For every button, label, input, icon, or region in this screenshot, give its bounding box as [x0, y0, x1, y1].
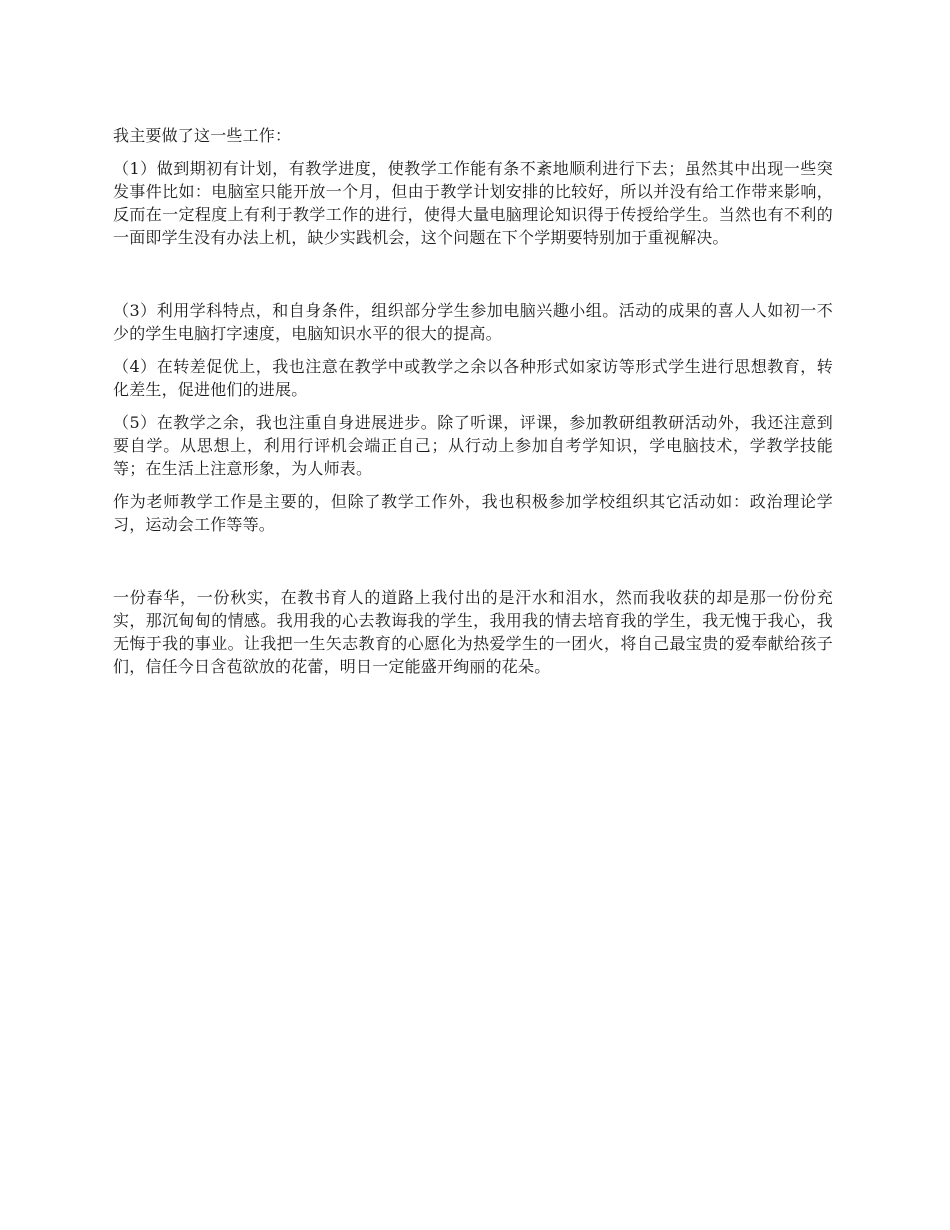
- item-4-paragraph: （4）在转差促优上，我也注意在教学中或教学之余以各种形式如家访等形式学生进行思想教育，转化差生，促进他们的进展。: [113, 357, 833, 399]
- paragraph-gap: [113, 259, 833, 299]
- other-activities-paragraph: 作为老师教学工作是主要的，但除了教学工作外，我也积极参加学校组织其它活动如：政治理论学习，运动会工作等等。: [113, 492, 833, 534]
- item-1-paragraph: （1）做到期初有计划，有教学进度，使教学工作能有条不紊地顺利进行下去；虽然其中出现一些突发事件比如：电脑室只能开放一个月，但由于教学计划安排的比较好，所以并没有给工作带来影响，反而在一定程度上有利于教学工作的进行，使得大量电脑理论知识得于传授给学生。当然也有不利的一面即学生没有办法上机，缺少实践机会，这个问题在下个学期要特别加于重视解决。: [113, 159, 833, 247]
- paragraph-gap: [113, 546, 833, 586]
- item-3-paragraph: （3）利用学科特点，和自身条件，组织部分学生参加电脑兴趣小组。活动的成果的喜人人如初一不少的学生电脑打字速度，电脑知识水平的很大的提高。: [113, 301, 833, 343]
- document-page: [113, 124, 833, 688]
- item-5-paragraph: （5）在教学之余，我也注重自身进展进步。除了听课，评课，参加教研组教研活动外，我还注意到要自学。从思想上，利用行评机会端正自己；从行动上参加自考学知识，学电脑技术，学教学技能等；在生活上注意形象，为人师表。: [113, 413, 833, 478]
- intro-paragraph: 我主要做了这一些工作：: [113, 126, 292, 145]
- closing-paragraph: 一份春华，一份秋实，在教书育人的道路上我付出的是汗水和泪水，然而我收获的却是那一份份充实，那沉甸甸的情感。我用我的心去教诲我的学生，我用我的情去培育我的学生，我无愧于我心，我无悔于我的事业。让我把一生矢志教育的心愿化为热爱学生的一团火，将自己最宝贵的爱奉献给孩子们，信任今日含苞欲放的花蕾，明日一定能盛开绚丽的花朵。: [113, 588, 833, 676]
